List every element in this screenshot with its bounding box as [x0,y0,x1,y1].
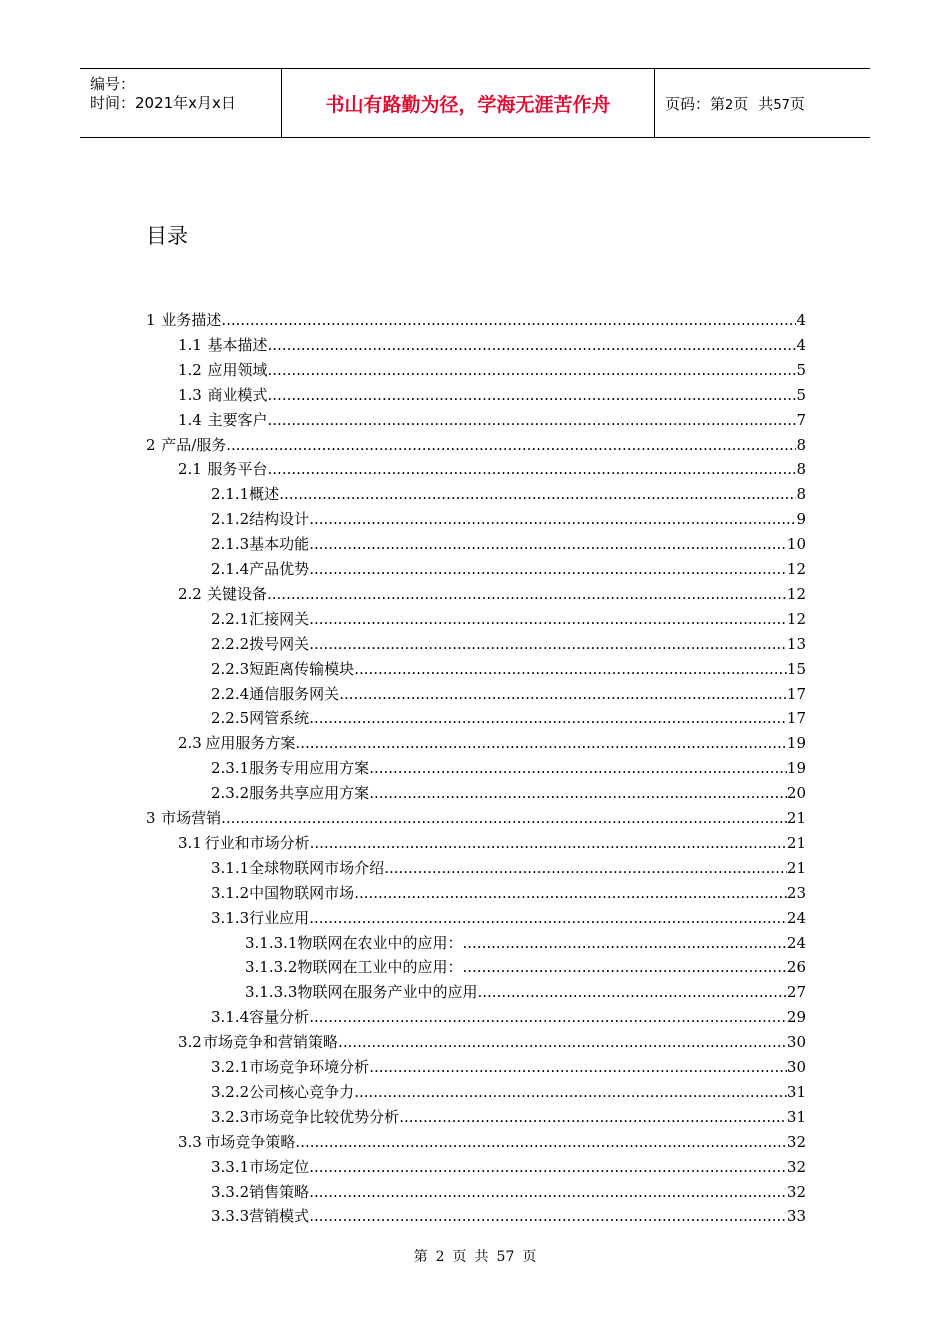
toc-entry-number: 3.3 [178,1132,202,1151]
toc-entry-number: 2.2.4 [211,684,250,703]
toc-entry[interactable] [178,333,806,357]
toc-entry[interactable] [178,731,806,755]
header-page-cell [655,69,870,137]
toc-entry[interactable] [146,308,806,332]
toc-entry-title: 应用服务方案 [205,734,296,753]
toc-entry-number: 1.3 [178,385,202,404]
toc-entry-page: 29 [786,1008,806,1027]
toc-entry-page: 19 [786,759,806,778]
toc-title: 目录 [146,224,188,248]
toc-entry-title: 中国物联网市场 [249,883,355,902]
toc-entry-title: 拨号网关 [249,634,310,653]
toc-entry-page: 27 [786,983,806,1002]
toc-entry-page: 20 [786,784,806,803]
toc-leader-dots [226,433,796,457]
toc-entry[interactable] [245,955,806,979]
toc-entry-title: 通信服务网关 [249,684,340,703]
toc-entry[interactable] [211,1080,806,1104]
header-meta-cell [80,69,282,137]
toc-entry-number: 3.2.2 [211,1082,250,1101]
toc-entry-page: 9 [796,510,806,529]
toc-entry-number: 2.2.2 [211,634,250,653]
toc-entry-title: 市场营销 [161,809,222,827]
toc-entry-title: 业务描述 [161,311,222,329]
toc-entry[interactable] [245,931,806,955]
toc-leader-dots [309,532,787,556]
toc-leader-dots [354,881,787,905]
toc-leader-dots [369,756,787,780]
page-footer [0,1246,950,1266]
toc-leader-dots [221,308,796,332]
toc-entry-title: 汇接网关 [249,609,310,628]
toc-leader-dots [309,557,787,581]
toc-entry[interactable] [211,607,806,631]
toc-leader-dots [369,781,787,805]
toc-leader-dots [309,607,787,631]
toc-entry-number: 3.1.4 [211,1008,250,1027]
toc-entry-number: 1.2 [178,360,202,379]
toc-entry-page: 31 [786,1082,806,1101]
toc-entry-number: 3.2.1 [211,1058,250,1076]
toc-entry-title: 物联网在服务产业中的应用 [297,983,478,1002]
page-indicator [665,93,748,114]
toc-leader-dots [268,408,797,432]
toc-leader-dots [295,1130,786,1154]
toc-entry-number: 2.1.3 [211,535,250,554]
toc-entry-page: 12 [786,584,806,603]
toc-entry[interactable] [211,1005,806,1029]
toc-leader-dots [295,731,786,755]
toc-entry-number: 3.1 [178,833,202,852]
toc-entry[interactable] [178,831,806,855]
toc-entry-number: 3.1.3.2 [245,958,298,977]
toc-entry-page: 5 [796,385,806,404]
footer-total-prefix: 共 [474,1249,489,1265]
toc-entry-title: 营销模式 [249,1207,310,1226]
toc-leader-dots [279,482,796,506]
toc-leader-dots [339,682,787,706]
toc-entry[interactable] [211,1055,806,1079]
toc-entry-number: 2.1.1 [211,485,250,504]
toc-leader-dots [399,1105,787,1129]
toc-entry-number: 3.1.1 [211,858,250,877]
toc-leader-dots [309,507,796,531]
toc-entry-page: 17 [786,684,806,703]
toc-entry-page: 32 [786,1132,806,1151]
toc-entry-title: 物联网在工业中的应用： [297,958,463,977]
toc-leader-dots [478,980,787,1004]
toc-entry-page: 17 [786,709,806,728]
toc-entry[interactable] [211,856,806,880]
toc-entry-title: 公司核心竞争力 [249,1082,355,1101]
toc-entry-page: 33 [786,1207,806,1226]
toc-entry-title: 短距离传输模块 [249,659,355,678]
toc-leader-dots [309,1155,787,1179]
toc-entry-title: 全球物联网市场介绍 [249,858,385,877]
toc-entry-number: 2.2.1 [211,609,250,628]
toc-entry[interactable] [211,632,806,656]
toc-entry-page: 4 [796,335,806,354]
toc-entry[interactable] [211,1180,806,1204]
toc-entry-title: 市场竞争比较优势分析 [249,1107,400,1126]
toc-entry[interactable] [211,706,806,730]
toc-entry-title: 产品/服务 [161,435,227,454]
toc-entry-number: 2.2.5 [211,709,250,728]
toc-leader-dots [309,1005,787,1029]
toc-entry-title: 市场竞争策略 [205,1132,296,1151]
toc-entry[interactable] [211,657,806,681]
toc-entry-number: 1.1 [178,335,202,354]
toc-entry-page: 13 [786,634,806,653]
toc-entry-title: 概述 [249,485,280,504]
toc-entry-number: 3 [146,809,156,827]
toc-leader-dots [309,1180,787,1204]
toc-entry-page: 31 [786,1107,806,1126]
toc-entry-page: 12 [786,609,806,628]
toc-entry-page: 5 [796,360,806,379]
toc-entry-title: 服务专用应用方案 [249,759,370,778]
document-header [80,68,870,138]
toc-entry-page: 24 [786,933,806,952]
toc-entry[interactable] [146,806,806,830]
toc-entry[interactable] [245,980,806,1004]
footer-current: 2 [435,1249,445,1265]
toc-entry-title: 服务共享应用方案 [249,784,370,803]
toc-entry-number: 3.3.1 [211,1157,250,1176]
toc-entry[interactable] [178,358,806,382]
toc-entry-number: 2.3.2 [211,784,250,803]
toc-entry-page: 26 [786,958,806,977]
toc-entry-number: 2 [146,435,156,454]
toc-entry-page: 24 [786,908,806,927]
toc-entry-page: 8 [796,435,806,454]
toc-entry[interactable] [146,433,806,457]
toc-leader-dots [338,1030,787,1054]
time-label: 时间：2021年x月x日 [90,94,236,112]
toc-entry[interactable] [211,532,806,556]
toc-entry-number: 2.3.1 [211,759,250,778]
page-label-prefix: 页码：第 [665,94,726,113]
toc-entry-title: 网管系统 [249,709,310,728]
toc-leader-dots [309,906,787,930]
code-label: 编号： [90,75,136,93]
toc-entry-number: 3.3.2 [211,1182,250,1201]
toc-entry-number: 3.2 [178,1033,202,1052]
toc-entry-number: 2.2 [178,584,202,603]
toc-entry-title: 关键设备 [206,584,267,603]
toc-entry-page: 32 [786,1182,806,1201]
page-total: 57 [773,97,790,113]
toc-entry-number: 3.3.3 [211,1207,250,1226]
toc-entry-number: 2.2.3 [211,659,250,678]
toc-entry-title: 行业和市场分析 [204,833,310,852]
header-slogan-cell [282,69,655,137]
toc-entry[interactable] [211,756,806,780]
toc-entry[interactable] [178,1130,806,1154]
toc-entry-number: 2.1 [178,460,202,479]
slogan: 书山有路勤为径，学海无涯苦作舟 [325,93,611,116]
toc-entry-page: 21 [786,858,806,877]
toc-leader-dots [268,358,797,382]
toc-leader-dots [268,333,797,357]
page-label-mid: 页 [733,94,749,113]
toc-entry-page: 4 [796,311,806,329]
toc-entry[interactable] [211,1204,806,1228]
footer-total: 57 [496,1249,515,1265]
footer-prefix: 第 [413,1249,428,1265]
toc-entry-title: 基本描述 [207,335,268,354]
toc-entry-title: 应用领域 [207,360,268,379]
page-current: 2 [725,97,734,113]
toc-entry-title: 基本功能 [249,535,310,554]
toc-entry[interactable] [178,408,806,432]
toc-entry-title: 产品优势 [249,560,310,578]
toc-entry-title: 容量分析 [249,1008,310,1027]
toc-entry-number: 2.1.2 [211,510,250,529]
toc-entry-title: 市场竞争环境分析 [249,1058,370,1076]
total-suffix: 页 [789,94,805,113]
toc-entry-number: 1 [146,311,156,329]
toc-entry-page: 8 [796,485,806,504]
toc-entry-page: 8 [796,460,806,479]
toc-leader-dots [463,955,787,979]
page-total-indicator [758,93,805,114]
toc-entry-title: 结构设计 [249,510,310,529]
toc-entry-page: 23 [786,883,806,902]
toc-leader-dots [268,383,797,407]
toc-entry-number: 3.1.3.3 [245,983,298,1002]
toc-entry-number: 3.2.3 [211,1107,250,1126]
toc-entry-title: 行业应用 [249,908,310,927]
toc-leader-dots [268,457,797,481]
toc-leader-dots [267,582,787,606]
toc-entry[interactable] [178,383,806,407]
toc-entry-number: 3.1.3 [211,908,250,927]
toc-entry-title: 市场定位 [249,1157,310,1176]
toc-entry[interactable] [211,557,806,581]
toc-entry[interactable] [211,507,806,531]
toc-entry-page: 30 [786,1033,806,1052]
total-prefix: 共 [758,94,774,113]
toc-entry-page: 21 [786,833,806,852]
toc-entry[interactable] [178,457,806,481]
toc-leader-dots [354,657,787,681]
toc-entry-title: 服务平台 [207,460,268,479]
toc-entry-number: 2.3 [178,734,202,753]
toc-entry[interactable] [211,781,806,805]
toc-entry[interactable] [211,682,806,706]
toc-entry[interactable] [178,1030,806,1054]
toc-entry-page: 21 [786,809,806,827]
toc-entry[interactable] [178,582,806,606]
toc-leader-dots [354,1080,787,1104]
toc-entry-number: 2.1.4 [211,560,250,578]
toc-leader-dots [310,831,787,855]
toc-entry-page: 19 [786,734,806,753]
toc-entry-page: 32 [786,1157,806,1176]
toc-entry[interactable] [211,881,806,905]
toc-entry-page: 7 [796,410,806,429]
toc-entry[interactable] [211,906,806,930]
toc-entry-title: 物联网在农业中的应用： [297,933,463,952]
toc-leader-dots [384,856,787,880]
toc-entry[interactable] [211,482,806,506]
toc-entry-title: 商业模式 [207,385,268,404]
toc-leader-dots [309,706,787,730]
toc-leader-dots [309,1204,787,1228]
toc-leader-dots [463,931,787,955]
toc-leader-dots [309,632,787,656]
toc-entry-title: 市场竞争和营销策略 [203,1033,339,1052]
footer-mid: 页 [452,1249,467,1265]
toc-entry-number: 1.4 [178,410,202,429]
toc-entry-page: 12 [786,560,806,578]
toc-entry[interactable] [211,1105,806,1129]
toc-entry-title: 主要客户 [207,410,268,429]
toc-entry-number: 3.1.2 [211,883,250,902]
toc-entry-page: 15 [786,659,806,678]
footer-suffix: 页 [522,1249,537,1265]
toc-leader-dots [369,1055,787,1079]
toc-entry-title: 销售策略 [249,1182,310,1201]
toc-leader-dots [221,806,787,830]
toc-entry-number: 3.1.3.1 [245,933,298,952]
toc-entry-page: 10 [786,535,806,554]
toc-entry-page: 30 [786,1058,806,1076]
toc-entry[interactable] [211,1155,806,1179]
